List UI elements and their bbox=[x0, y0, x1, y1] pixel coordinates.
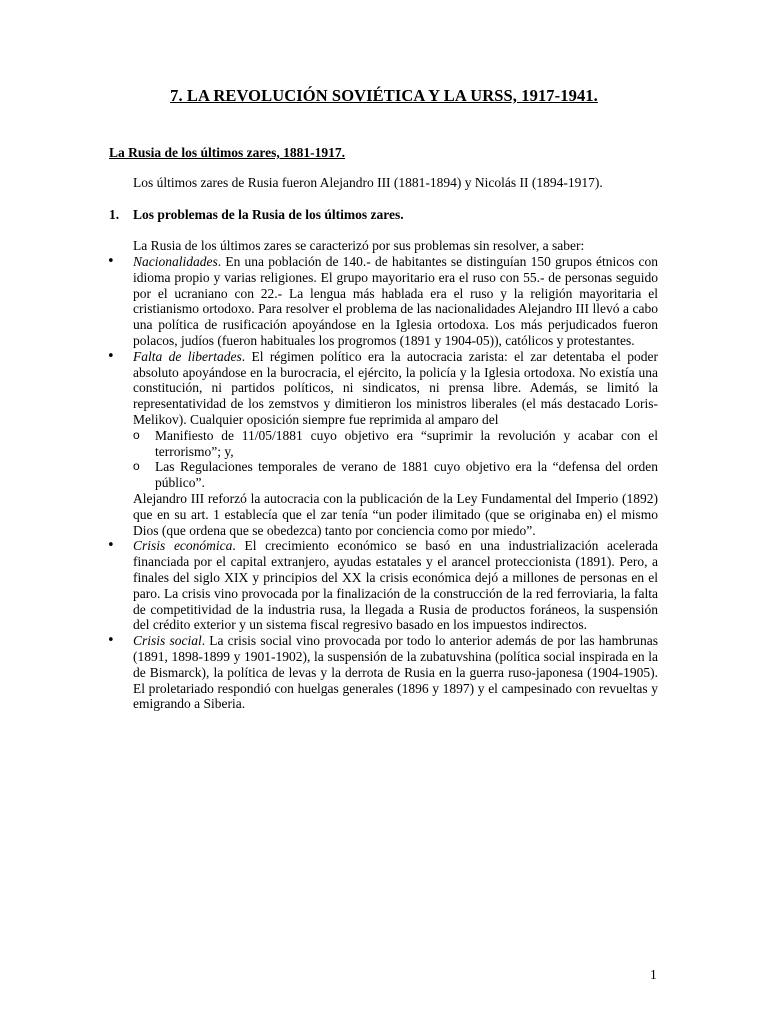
sub-bullet-item bbox=[133, 459, 658, 491]
section-heading: La Rusia de los últimos zares, 1881-1917. bbox=[109, 145, 346, 160]
bullet-text: . El crecimiento económico se basó en una industrialización acelerada financiada por el capital extranjero, ayudas estatales y el arancel proteccionista (1891). Pero, a finales del siglo XIX y principios del XX la crisis económica dejó a millones de personas en el paro. La crisis vino provocada por la finalización de la construcción de la red ferroviaria, la falta de competitividad de la industria rusa, la llegada a Rusia de productos foráneos, la suspensión del crédito exterior y un sistema fiscal regresivo basado en los impuestos indirectos. bbox=[133, 538, 658, 633]
circle-bullet-icon: o bbox=[133, 427, 140, 442]
sub-bullet-text: Las Regulaciones temporales de verano de 1881 cuyo objetivo era la “defensa del orden público”. bbox=[155, 459, 658, 491]
bullet-term: Crisis económica bbox=[133, 538, 233, 554]
bullet-text: . La crisis social vino provocada por todo lo anterior además de por las hambrunas (1891, 1898-1899 y 1901-1902), la suspensión de la zubatuvshina (política social inspirada en la de Bismarck), la política de levas y la derrota de Rusia en la guerra ruso-japonesa (1904-1905). El proletariado respondió con huelgas generales (1896 y 1897) y el campesinado con revueltas y emigrando a Siberia. bbox=[133, 633, 658, 712]
sub-bullet-text: Manifiesto de 11/05/1881 cuyo objetivo era “suprimir la revolución y acabar con el terrorismo”; y, bbox=[155, 427, 658, 459]
bullet-item-crisis-social bbox=[107, 633, 658, 712]
document-title: 7. LA REVOLUCIÓN SOVIÉTICA Y LA URSS, 1917-1941. bbox=[170, 86, 598, 105]
bullet-term: Crisis social bbox=[133, 633, 202, 649]
bullet-list bbox=[107, 254, 658, 712]
bullet-term: Nacionalidades bbox=[133, 254, 218, 269]
bullet-item-crisis-economica bbox=[107, 538, 658, 633]
bullet-item-nacionalidades bbox=[107, 254, 658, 349]
circle-bullet-icon: o bbox=[133, 459, 140, 474]
numbered-heading bbox=[109, 207, 669, 223]
sub-bullet-item bbox=[133, 428, 658, 460]
intro-paragraph: Los últimos zares de Rusia fueron Alejandro III (1881-1894) y Nicolás II (1894-1917). bbox=[133, 175, 603, 190]
bullet-icon: • bbox=[107, 538, 115, 554]
bullet-text: . En una población de 140.- de habitantes se distinguían 150 grupos étnicos con idioma propio y varias religiones. El grupo mayoritario era el ruso con 55.- de personas seguido por el ucraniano con 22.- La lengua más hablada era el ruso y la religión mayoritaria el cristianismo ortodoxo. Para resolver el problema de las nacionalidades Alejandro III llevó a cabo una política de rusificación apoyándose en la Iglesia ortodoxa. Los más perjudicados fueron polacos, judíos (fueron habituales los progromos (1891 y 1904-05)), católicos y protestantes. bbox=[133, 254, 658, 348]
bullet-continuation: Alejandro III reforzó la autocracia con la publicación de la Ley Fundamental del Imperio (1892) que en su art. 1 establecía que el zar tenía “un poder ilimitado (que se originaba en) el mismo Dios (que ordena que se obedezca) tanto por conciencia como por miedo”. bbox=[133, 490, 658, 538]
bullet-icon: • bbox=[107, 633, 115, 649]
bullet-text: . El régimen político era la autocracia zarista: el zar detentaba el poder absoluto apoyándose en la burocracia, el ejército, la policía y la Iglesia ortodoxa. No existía una constitución, ni partidos políticos, ni sindicatos, ni prensa libre. Además, se limitó la representatividad de los zemstvos y dimitieron los ministros liberales (el más destacado Loris-Melikov). Cualquier oposición siempre fue reprimida al amparo del bbox=[133, 348, 658, 427]
heading-number: 1. bbox=[109, 207, 120, 222]
sub-bullet-list bbox=[133, 428, 658, 491]
bullet-item-falta-de-libertades bbox=[107, 348, 658, 539]
bullet-icon: • bbox=[107, 254, 115, 269]
bullet-term: Falta de libertades bbox=[133, 348, 242, 364]
bullet-icon: • bbox=[107, 348, 115, 364]
lead-paragraph: La Rusia de los últimos zares se caracterizó por sus problemas sin resolver, a saber: bbox=[133, 238, 585, 253]
heading-text: Los problemas de la Rusia de los últimos zares. bbox=[133, 207, 404, 222]
page-number: 1 bbox=[650, 967, 657, 982]
